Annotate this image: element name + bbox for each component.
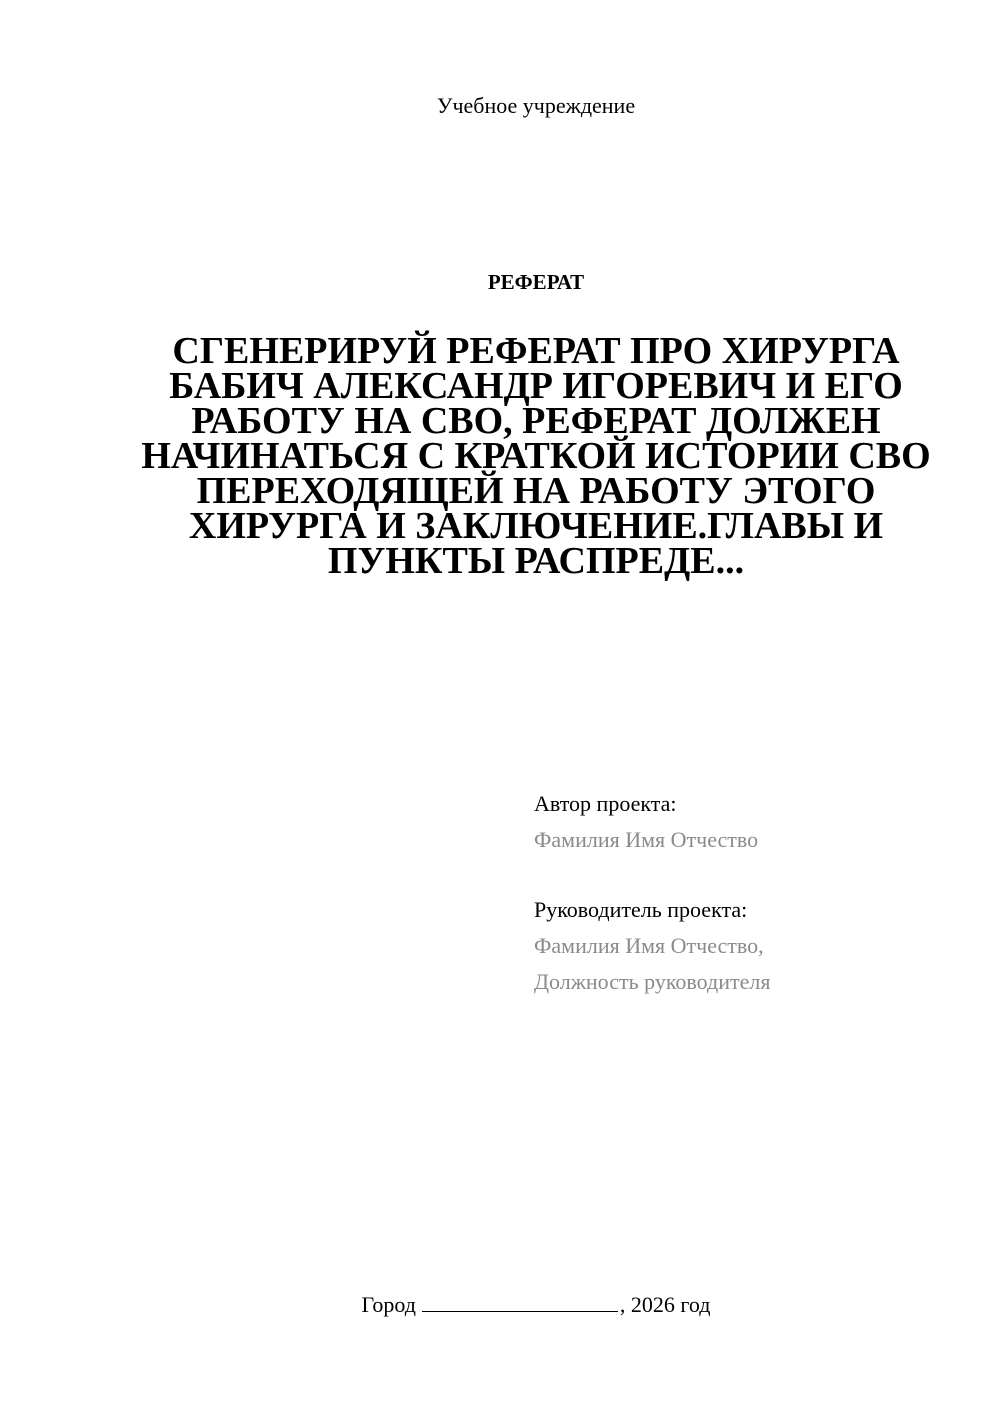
city-label: Город [361,1292,416,1317]
author-name-placeholder: Фамилия Имя Отчество [534,827,759,852]
author-block [534,786,974,858]
document-title: СГЕНЕРИРУЙ РЕФЕРАТ ПРО ХИРУРГА БАБИЧ АЛЕКСАНДР ИГОРЕВИЧ И ЕГО РАБОТУ НА СВО, РЕФЕРАТ ДОЛЖЕН НАЧИНАТЬСЯ С КРАТКОЙ ИСТОРИИ СВО ПЕРЕХОДЯЩЕЙ НА РАБОТУ ЭТОГО ХИРУРГА И ЗАКЛЮЧЕНИЕ.ГЛАВЫ И ПУНКТЫ РАСПРЕДЕ... [141,330,931,582]
supervisor-position-placeholder: Должность руководителя [534,969,771,994]
year-text: , 2026 год [619,1292,711,1317]
city-blank-line [422,1291,618,1312]
supervisor-label: Руководитель проекта: [534,897,748,922]
footer-city-year [0,1290,1000,1320]
supervisor-name-placeholder: Фамилия Имя Отчество, [534,933,764,958]
institution-name: Учебное учреждение [436,93,636,118]
author-label: Автор проекта: [534,791,677,816]
supervisor-block [534,892,974,1000]
document-type-label: РЕФЕРАТ [487,270,585,294]
